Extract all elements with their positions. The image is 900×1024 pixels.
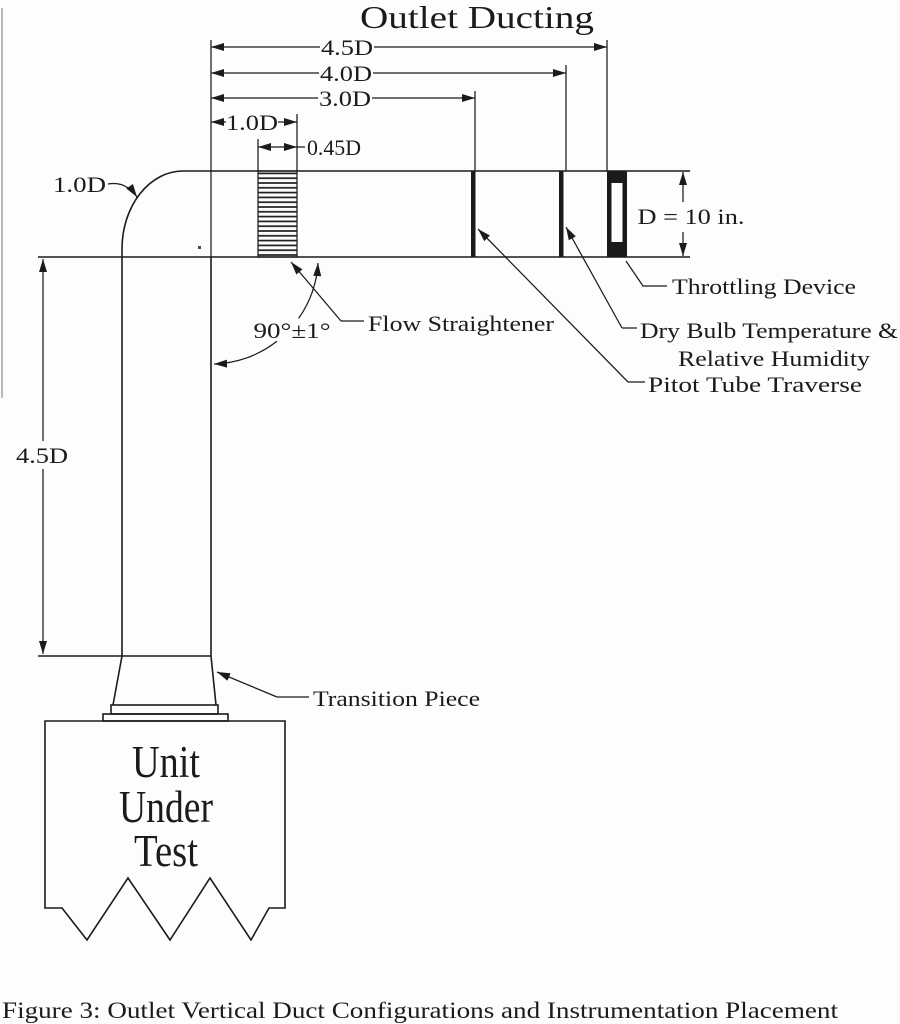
transition-piece-label: Transition Piece [313, 686, 480, 711]
flow-straightener [258, 171, 297, 257]
diameter-label: D = 10 in. [637, 204, 745, 229]
dry-bulb-bar [559, 171, 564, 257]
throttling-device-label: Throttling Device [672, 274, 856, 299]
unit-under-test-line2: Under [119, 782, 214, 832]
transition-left-side [113, 656, 122, 705]
transition-piece [103, 656, 228, 721]
elbow-radius-label: 1.0D [53, 172, 106, 197]
scan-artifacts [2, 8, 201, 398]
throttling-device [607, 171, 627, 257]
pitot-label: Pitot Tube Traverse [648, 372, 862, 397]
flow-straightener-hatch [258, 171, 297, 257]
transition-right-side [211, 656, 216, 705]
transition-flange-1 [111, 705, 218, 714]
duct-assembly [38, 171, 690, 656]
dim-4_0d-label: 4.0D [320, 61, 372, 86]
dry-bulb-label-line1: Dry Bulb Temperature & [640, 318, 898, 343]
transition-flange-2 [103, 714, 228, 721]
elbow-radius-callout [53, 172, 137, 197]
transition-piece-callout [217, 672, 480, 711]
top-dimensions [211, 35, 607, 171]
unit-under-test-box [45, 721, 285, 940]
diagram-title: Outlet Ducting [360, 0, 594, 35]
pitot-tube-bar [471, 171, 476, 257]
throttling-device-slot [612, 183, 623, 242]
vertical-dimension [16, 259, 68, 654]
flow-straightener-label: Flow Straightener [368, 311, 555, 336]
dim-vert-4_5d-label: 4.5D [16, 443, 68, 468]
unit-under-test-line1: Unit [132, 737, 201, 787]
diameter-dimension [638, 172, 745, 256]
dim-3_0d-label: 3.0D [319, 86, 371, 111]
figure-caption: Figure 3: Outlet Vertical Duct Configurations and Instrumentation Placement [2, 998, 839, 1024]
dim-1_0d-label: 1.0D [226, 110, 278, 135]
unit-under-test-line3: Test [134, 826, 199, 876]
angle-annotation [214, 263, 331, 364]
flow-straightener-callout [291, 262, 555, 336]
dim-0_45d-label: 0.45D [307, 135, 361, 160]
angle-label: 90°±1° [253, 318, 331, 343]
dry-bulb-label-line2: Relative Humidity [678, 346, 870, 371]
elbow-outer-curve [122, 171, 183, 249]
dim-4_5d-label: 4.5D [321, 35, 373, 60]
throttling-device-callout [626, 261, 856, 299]
